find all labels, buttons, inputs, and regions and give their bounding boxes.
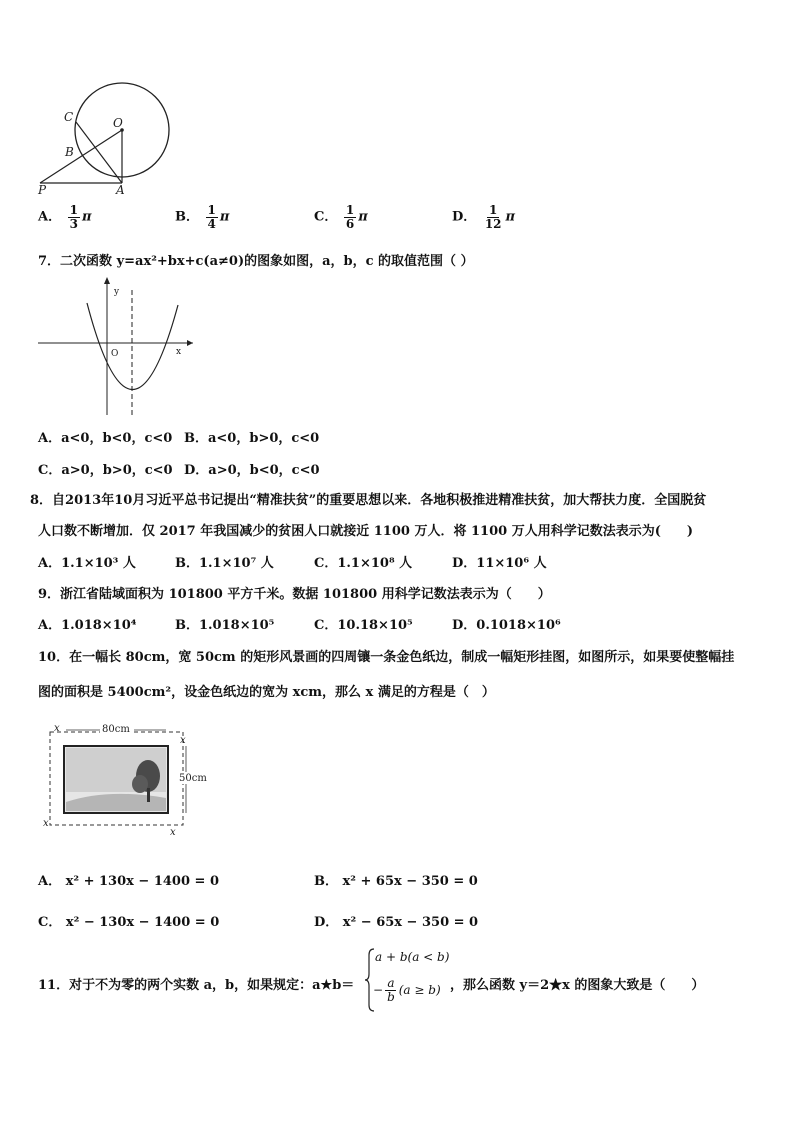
q7-stem: 7．二次函数 y=ax²+bx+c(a≠0)的图象如图，a，b，c 的取值范围（ ） [38,254,474,269]
q9-option-c: C．10.18×10⁵ [314,618,413,633]
q6-option-d: D． $\frac{1}{12}$ π [452,203,516,231]
dimension-x-top-left: x [54,723,60,734]
q6-option-c-letter: C． [314,209,338,225]
q8-stem-line1: 8．自2013年10月习近平总书记提出“精准扶贫”的重要思想以来．各地积极推进精准扶贫，加大帮扶力度．全国脱贫 [30,493,707,508]
q10-option-b: B． x² + 65x − 350 = 0 [314,874,478,889]
q10-stem-line2: 图的面积是 5400cm²，设金色纸边的宽为 xcm，那么 x 满足的方程是（ ） [38,685,495,700]
q9-option-d: D．0.1018×10⁶ [452,618,561,633]
q10-option-a: A． x² + 130x − 1400 = 0 [38,874,220,889]
q6-option-b-fraction: $\frac{1}{4}$ [207,203,216,231]
q11-case-2-condition: (a ≥ b) [398,983,441,998]
q10-stem-line1: 10．在一幅长 80cm，宽 50cm 的矩形风景画的四周镶一条金色纸边，制成一幅矩形挂图，如图所示，如果要使整幅挂 [38,650,735,665]
q6-option-b: B． $\frac{1}{4}$ π [175,203,230,231]
q9-option-a: A．1.018×10⁴ [38,618,137,633]
q6-option-b-letter: B． [175,209,199,225]
q6-option-d-letter: D． [452,209,477,225]
q7-option-a: A．a<0，b<0，c<0 [38,431,173,446]
q11-case-2-fraction: $\frac{a}{b}$ [387,976,395,1004]
q6-option-d-fraction: $\frac{1}{12}$ [484,203,502,231]
q6-option-a-letter: A． [38,209,62,225]
dimension-x-bottom-right: x [170,827,176,838]
axis-label-y: y [114,287,120,297]
dimension-50cm: 50cm [179,773,207,784]
q10-option-c: C． x² − 130x − 1400 = 0 [38,915,220,930]
q6-option-a-fraction: $\frac{1}{3}$ [69,203,78,231]
dimension-x-top-right: x [180,735,186,746]
q11-stem-prefix: 11．对于不为零的两个实数 a，b，如果规定：a★b＝ [38,978,355,993]
label-B: B [65,145,74,159]
circle-tangent-figure [30,80,180,195]
q6-option-a: A． $\frac{1}{3}$ π [38,203,92,231]
q8-stem-line2: 人口数不断增加．仅 2017 年我国减少的贫困人口就接近 1100 万人．将 1100 万人用科学记数法表示为( ) [38,524,694,539]
q9-stem: 9．浙江省陆域面积为 101800 平方千米。数据 101800 用科学记数法表示为（ ） [38,587,551,602]
label-A: A [116,183,125,195]
q11-case-2-sign: − [373,983,384,998]
q7-option-b: B．a<0，b>0，c<0 [184,431,320,446]
dimension-x-bottom-left: x [43,818,49,829]
q7-option-d: D．a>0，b<0，c<0 [184,463,320,478]
q11-stem-suffix: ，那么函数 y＝2★x 的图象大致是（ ） [450,978,705,993]
label-O: O [113,116,123,130]
q11-case-2 [373,977,441,1003]
framed-painting-figure [38,718,208,840]
dimension-80cm: 80cm [102,724,130,735]
q9-option-b: B．1.018×10⁵ [175,618,275,633]
q11-case-1: a + b(a < b) [375,950,450,964]
q8-option-b: B．1.1×10⁷ 人 [175,556,274,571]
origin-label: O [111,349,119,359]
q10-option-d: D． x² − 65x − 350 = 0 [314,915,479,930]
q8-option-c: C．1.1×10⁸ 人 [314,556,413,571]
q6-option-c: C． $\frac{1}{6}$ π [314,203,368,231]
label-C: C [64,110,74,124]
q6-option-c-fraction: $\frac{1}{6}$ [345,203,355,231]
label-P: P [38,183,47,195]
parabola-graph [35,275,200,420]
q8-option-d: D．11×10⁶ 人 [452,556,547,571]
q8-option-a: A．1.1×10³ 人 [38,556,136,571]
q7-option-c: C．a>0，b>0，c<0 [38,463,173,478]
axis-label-x: x [176,347,182,357]
